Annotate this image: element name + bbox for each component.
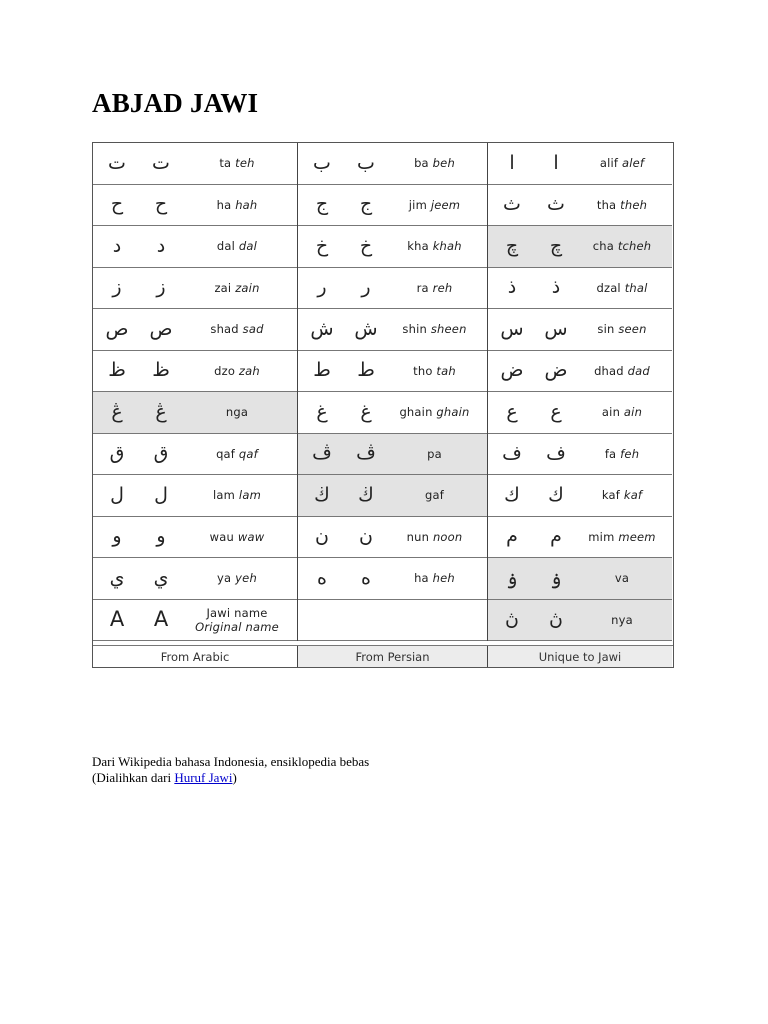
letter-form: ڽ — [549, 608, 563, 631]
letter-row — [488, 226, 672, 268]
isolated-form: ه — [317, 566, 327, 589]
original-name: tah — [436, 363, 456, 378]
legend-isolated: A — [109, 607, 125, 632]
jawi-name: shin — [402, 322, 427, 337]
jawi-name: ya — [217, 571, 232, 586]
isolated-form: ت — [108, 151, 126, 174]
isolated-form: ب — [313, 151, 331, 174]
letter-name — [382, 571, 487, 585]
letter-row — [93, 351, 297, 393]
letter-name — [572, 322, 672, 336]
jawi-name: sin — [597, 322, 615, 337]
letter-form: ك — [548, 483, 564, 506]
letter-row — [298, 475, 487, 517]
jawi-name: ta — [219, 156, 232, 171]
letter-row — [488, 475, 672, 517]
isolated-form: غ — [316, 400, 328, 423]
letter-form: ث — [547, 193, 565, 216]
jawi-name: cha — [592, 239, 614, 254]
isolated-form: ص — [105, 317, 129, 340]
letter-form: ح — [154, 193, 168, 216]
jawi-name: nga — [225, 405, 249, 420]
original-name: ghain — [436, 405, 470, 420]
jawi-name: dzal — [596, 280, 621, 295]
letter-row — [488, 268, 672, 310]
letter-name — [572, 571, 672, 585]
footer-from-persian: From Persian — [298, 646, 488, 667]
letter-name — [572, 239, 672, 253]
letter-form: ض — [544, 359, 568, 382]
original-name: dal — [238, 239, 258, 254]
letter-form: ذ — [551, 276, 561, 299]
letter-name — [572, 613, 672, 627]
letter-row — [93, 185, 297, 227]
huruf-jawi-link[interactable]: Huruf Jawi — [174, 770, 233, 785]
letter-form: و — [156, 525, 166, 548]
jawi-name: dal — [216, 239, 236, 254]
letter-name — [177, 239, 297, 253]
letter-row — [93, 434, 297, 476]
letter-row — [298, 268, 487, 310]
letter-name — [382, 281, 487, 295]
original-name: seen — [618, 322, 647, 337]
page-title: ABJAD JAWI — [92, 88, 259, 118]
jawi-name: dzo — [214, 363, 236, 378]
original-name: dad — [627, 363, 650, 378]
original-name: beh — [432, 156, 455, 171]
unique-jawi-letters-column — [488, 143, 672, 641]
legend-row — [93, 600, 297, 642]
jawi-name: zai — [214, 280, 232, 295]
jawi-name: ra — [416, 280, 429, 295]
letter-name — [177, 281, 297, 295]
original-name: thal — [624, 280, 648, 295]
letter-form: ز — [156, 276, 166, 299]
letter-form: ڠ — [155, 400, 167, 423]
original-name: teh — [235, 156, 255, 171]
letter-name — [177, 571, 297, 585]
jawi-name: lam — [213, 488, 236, 503]
jawi-name: alif — [599, 156, 619, 171]
original-name: ain — [623, 405, 643, 420]
original-name: lam — [238, 488, 261, 503]
original-name: khah — [432, 239, 462, 254]
letter-row — [93, 226, 297, 268]
letter-form: ڬ — [358, 483, 374, 506]
legend-jawi-label: Jawi name — [206, 605, 268, 620]
original-name: jeem — [430, 197, 461, 212]
letter-form: ف — [546, 442, 566, 465]
jawi-name: ain — [601, 405, 621, 420]
isolated-form: ن — [315, 525, 329, 548]
letter-name — [382, 198, 487, 212]
letter-row — [488, 351, 672, 393]
isolated-form: چ — [505, 234, 519, 257]
isolated-form: ج — [315, 193, 329, 216]
table-footer — [93, 645, 673, 667]
isolated-form: و — [112, 525, 122, 548]
original-name: zain — [235, 280, 260, 295]
legend-names — [177, 606, 297, 634]
caption-redirect — [92, 770, 369, 786]
original-name: heh — [432, 571, 455, 586]
jawi-name: ba — [414, 156, 429, 171]
letter-form: ظ — [152, 359, 170, 382]
letter-form: ي — [153, 566, 169, 589]
jawi-name: dhad — [594, 363, 624, 378]
letter-name — [177, 488, 297, 502]
jawi-name: gaf — [425, 488, 444, 503]
persian-letters-column — [298, 143, 488, 641]
letter-row — [488, 185, 672, 227]
jawi-name: mim — [588, 529, 615, 544]
isolated-form: ل — [110, 483, 124, 506]
isolated-form: ظ — [108, 359, 126, 382]
legend-form: A — [153, 607, 169, 632]
original-name: waw — [237, 529, 265, 544]
isolated-form: ف — [502, 442, 522, 465]
legend-original-label: Original name — [195, 619, 279, 634]
jawi-name: nya — [611, 612, 633, 627]
letter-row — [298, 143, 487, 185]
original-name: noon — [432, 529, 463, 544]
letter-row — [93, 558, 297, 600]
original-name: zah — [238, 363, 260, 378]
letter-name — [572, 364, 672, 378]
letter-row — [93, 309, 297, 351]
original-name: reh — [432, 280, 453, 295]
letter-row — [298, 558, 487, 600]
isolated-form: ر — [317, 276, 327, 299]
letter-form: ت — [152, 151, 170, 174]
letter-form: ڤ — [356, 442, 376, 465]
letter-row — [488, 517, 672, 559]
original-name: alef — [621, 156, 645, 171]
letter-row — [298, 226, 487, 268]
letter-form: ش — [354, 317, 378, 340]
letter-form: ا — [553, 151, 559, 174]
letter-form: ه — [361, 566, 371, 589]
letter-name — [177, 322, 297, 336]
letter-row — [488, 392, 672, 434]
isolated-form: ع — [506, 400, 518, 423]
original-name: kaf — [623, 488, 643, 503]
letter-form: ۏ — [550, 566, 562, 589]
letter-row — [488, 309, 672, 351]
letter-form: خ — [359, 234, 373, 257]
letter-name — [177, 156, 297, 170]
letter-name — [572, 198, 672, 212]
caption-source: Dari Wikipedia bahasa Indonesia, ensiklopedia bebas — [92, 754, 370, 769]
jawi-name: wau — [209, 529, 234, 544]
arabic-letters-column — [93, 143, 298, 641]
letter-name — [382, 239, 487, 253]
letter-form: ن — [359, 525, 373, 548]
letter-name — [177, 405, 297, 419]
letter-form: ج — [359, 193, 373, 216]
letter-row — [298, 309, 487, 351]
letter-row — [298, 185, 487, 227]
original-name: theh — [620, 197, 648, 212]
original-name: qaf — [238, 446, 258, 461]
jawi-name: nun — [406, 529, 430, 544]
isolated-form: ح — [110, 193, 124, 216]
isolated-form: ث — [503, 193, 521, 216]
isolated-form: ۏ — [506, 566, 518, 589]
letter-row — [93, 475, 297, 517]
redirect-prefix: (Dialihkan dari — [92, 770, 175, 785]
letter-form: غ — [360, 400, 372, 423]
jawi-name: tho — [413, 363, 433, 378]
letter-form: ب — [357, 151, 375, 174]
letter-row — [93, 268, 297, 310]
letter-row — [93, 392, 297, 434]
jawi-name: ghain — [399, 405, 433, 420]
original-name: sheen — [430, 322, 467, 337]
jawi-name: va — [614, 571, 630, 586]
isolated-form: ڬ — [314, 483, 330, 506]
letter-form: چ — [549, 234, 563, 257]
letter-name — [572, 447, 672, 461]
isolated-form: ڤ — [312, 442, 332, 465]
letter-row — [298, 517, 487, 559]
letter-row — [93, 143, 297, 185]
jawi-name: pa — [427, 446, 442, 461]
jawi-name: qaf — [216, 446, 236, 461]
letter-name — [177, 198, 297, 212]
letter-name — [177, 447, 297, 461]
letter-form: ع — [550, 400, 562, 423]
isolated-form: ذ — [507, 276, 517, 299]
jawi-name: tha — [596, 197, 617, 212]
letter-form: م — [550, 525, 562, 548]
letter-form: ط — [357, 359, 375, 382]
letter-row — [488, 600, 672, 642]
original-name: hah — [235, 197, 258, 212]
letter-name — [177, 530, 297, 544]
original-name: feh — [620, 446, 640, 461]
original-name: tcheh — [617, 239, 652, 254]
letter-name — [382, 447, 487, 461]
letter-form: س — [544, 317, 568, 340]
isolated-form: ز — [112, 276, 122, 299]
letter-row — [488, 143, 672, 185]
jawi-name: ha — [414, 571, 429, 586]
isolated-form: ك — [504, 483, 520, 506]
isolated-form: ڽ — [505, 608, 519, 631]
original-name: yeh — [235, 571, 257, 586]
letter-row — [298, 351, 487, 393]
letter-row — [298, 434, 487, 476]
footer-unique-to-jawi: Unique to Jawi — [488, 646, 672, 667]
jawi-alphabet-table — [92, 142, 674, 668]
letter-form: د — [156, 234, 166, 257]
isolated-form: ا — [509, 151, 515, 174]
letter-row — [298, 392, 487, 434]
letter-name — [382, 405, 487, 419]
isolated-form: ق — [109, 442, 125, 465]
letter-name — [382, 530, 487, 544]
jawi-name: jim — [408, 197, 427, 212]
letter-name — [382, 156, 487, 170]
letter-form: ص — [149, 317, 173, 340]
isolated-form: د — [112, 234, 122, 257]
letter-row — [488, 558, 672, 600]
jawi-name: kaf — [601, 488, 620, 503]
jawi-name: ha — [216, 197, 232, 212]
letter-form: ق — [153, 442, 169, 465]
letter-name — [572, 488, 672, 502]
original-name: sad — [242, 322, 264, 337]
letter-name — [177, 364, 297, 378]
redirect-suffix: ) — [232, 770, 237, 785]
footer-from-arabic: From Arabic — [93, 646, 298, 667]
letter-name — [572, 405, 672, 419]
isolated-form: ش — [310, 317, 334, 340]
isolated-form: ض — [500, 359, 524, 382]
letter-name — [382, 488, 487, 502]
letter-name — [382, 364, 487, 378]
letter-row — [488, 434, 672, 476]
jawi-name: fa — [604, 446, 617, 461]
letter-name — [382, 322, 487, 336]
letter-name — [572, 530, 672, 544]
caption — [92, 754, 369, 786]
letter-form: ل — [154, 483, 168, 506]
isolated-form: س — [500, 317, 524, 340]
letter-row — [298, 600, 487, 642]
jawi-name: shad — [210, 322, 239, 337]
letter-name — [572, 156, 672, 170]
isolated-form: م — [506, 525, 518, 548]
isolated-form: ط — [313, 359, 331, 382]
letter-row — [93, 517, 297, 559]
jawi-name: kha — [407, 239, 429, 254]
isolated-form: خ — [315, 234, 329, 257]
isolated-form: ڠ — [111, 400, 123, 423]
original-name: meem — [618, 529, 656, 544]
letter-name — [572, 281, 672, 295]
isolated-form: ي — [109, 566, 125, 589]
letter-form: ر — [361, 276, 371, 299]
